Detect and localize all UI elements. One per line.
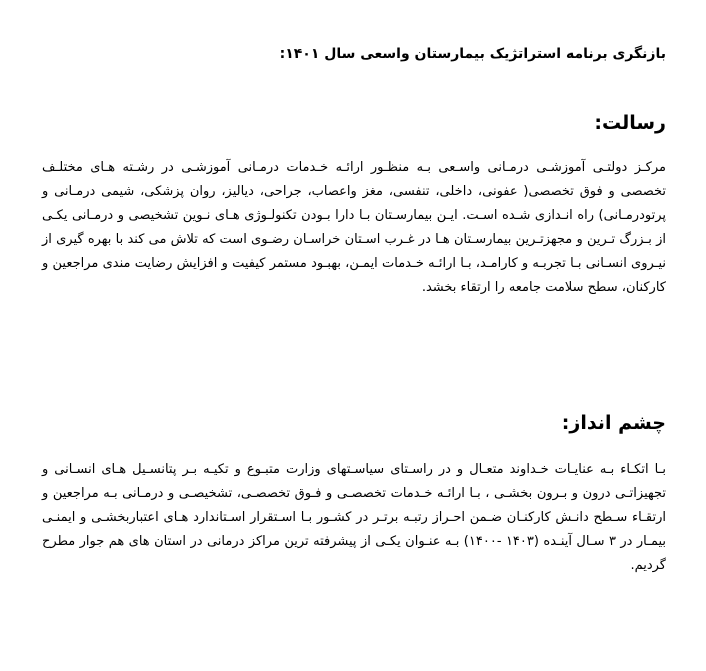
vision-heading: چشم انداز: <box>561 412 666 434</box>
mission-heading: رسالت: <box>594 112 666 134</box>
document-title: بازنگری برنامه استراتژیک بیمارستان واسعی سال ۱۴۰۱: <box>279 46 666 62</box>
mission-paragraph: مرکـز دولتـی آموزشـی درمـانی واسـعی بـه منظـور ارائـه خـدمات درمـانی آموزشـی در رشـته هـای مختلـف تخصصی و فوق تخصصی( عفونی، داخلی، تنفسی، مغز واعصاب، جراحی، دیالیز، روان پزشکی، شیمی درمـانی و پرتودرمـانی) راه انـدازی شـده اسـت. ایـن بیمارسـتان بـا دارا بـودن تکنولـوژی هـای نـوین تشخیصی و درمـانی یکـی از بـزرگ تـرین و مجهزتـرین بیمارسـتان هـا در غـرب اسـتان خراسـان رضـوی است که تلاش می کند با بهره گیری از نیـروی انسـانی بـا تجربـه و کارامـد، بـا ارائـه خـدمات ایمـن، بهبـود مستمر کیفیت و افزایش رضایت مندی مراجعین و کارکنان، سطح سلامت جامعه را ارتقاء بخشد. <box>42 160 666 295</box>
vision-paragraph: بـا اتکـاء بـه عنایـات خـداوند متعـال و در راسـتای سیاسـتهای وزارت متبـوع و تکیـه بـر پتانسـیل هـای انسـانی و تجهیزاتـی درون و بـرون بخشـی ، بـا ارائـه خـدمات تخصصـی و فـوق تخصصـی، تشخیصـی و درمـانی بـه مراجعین و ارتقـاء سـطح دانـش کارکنـان ضـمن احـراز رتبـه برتـر در کشـور بـا اسـتقرار اسـتاندارد هـای اعتباربخشـی و ایمنـی بیمـار در ۳ سـال آینـده (۱۴۰۳ -۱۴۰۰) بـه عنـوان یکـی از پیشرفته ترین مراکز درمانی در استان های هم جوار مطرح گردیم. <box>42 462 667 573</box>
